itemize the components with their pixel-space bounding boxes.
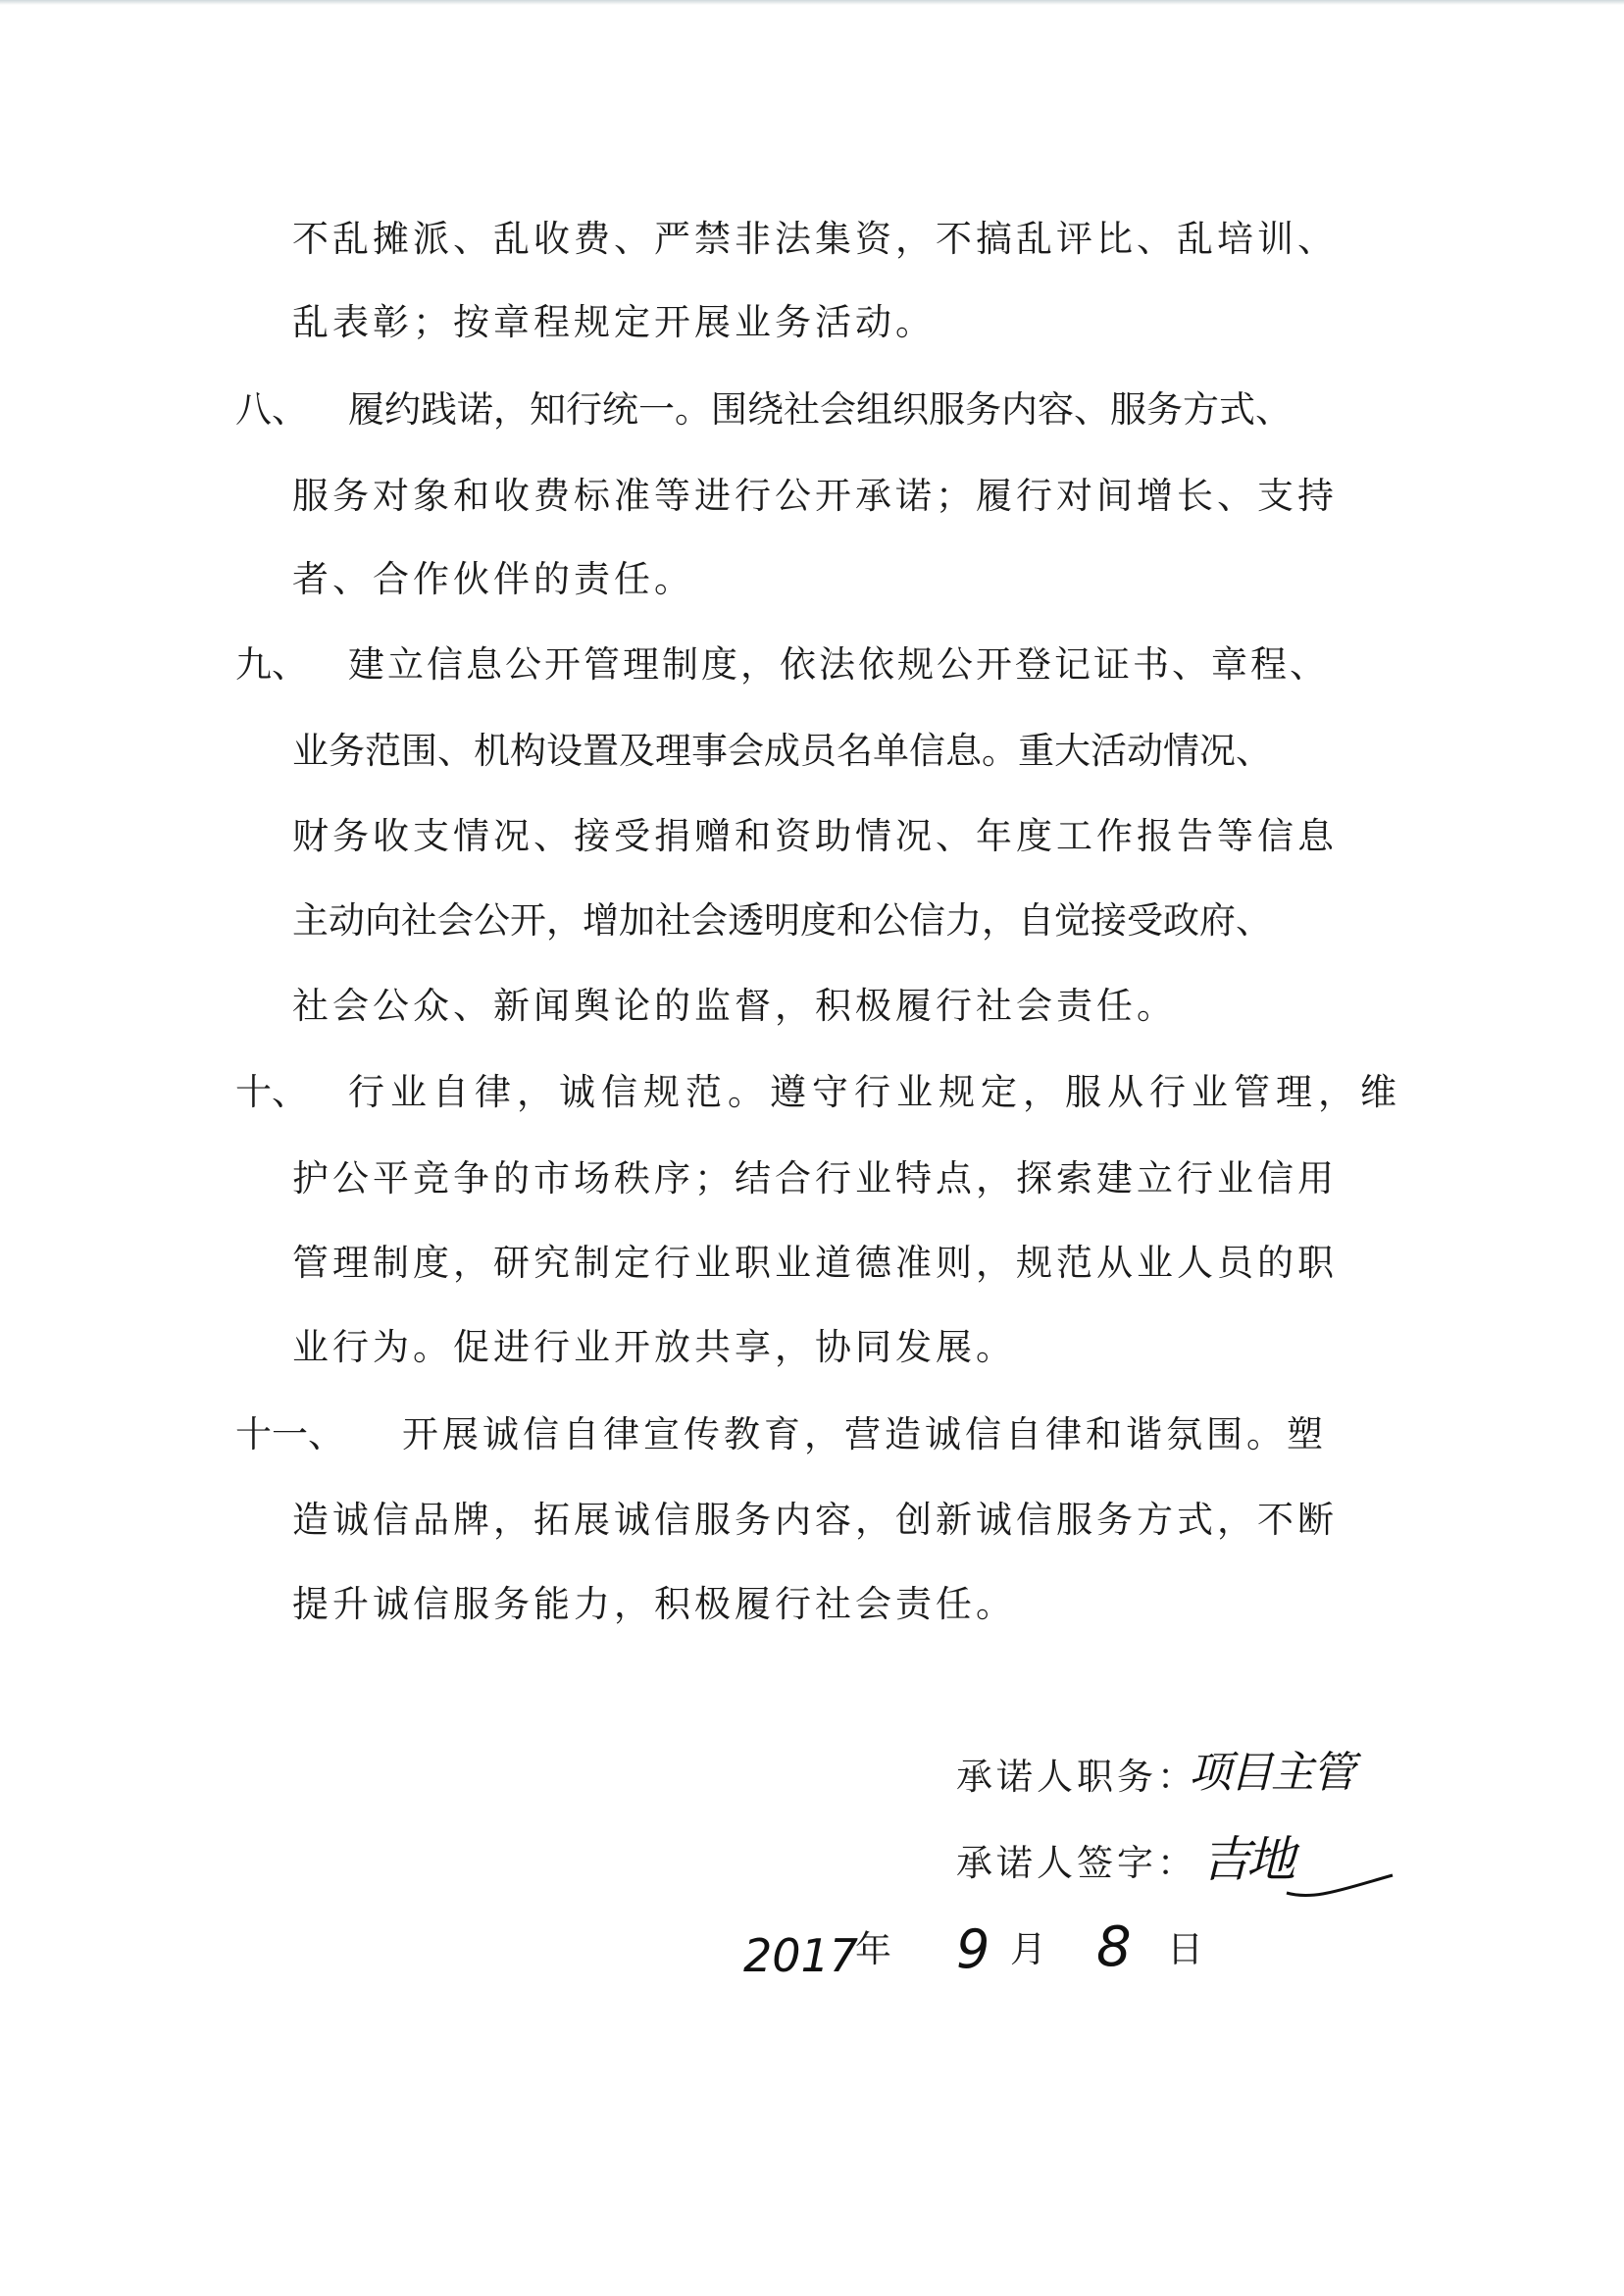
- date-month: 9: [956, 1918, 990, 1980]
- item-number-8: 八、: [235, 388, 308, 431]
- date-year: 2017: [743, 1929, 859, 1982]
- date-day: 8: [1096, 1915, 1132, 1979]
- scan-top-edge: [0, 0, 1624, 5]
- item-8-line-3: 者、合作伙伴的责任。: [292, 558, 694, 600]
- item-8-line-1: 履约践诺，知行统一。围绕社会组织服务内容、服务方式、: [348, 388, 1292, 431]
- item-11-line-1: 开展诚信自律宣传教育，营造诚信自律和谐氛围。塑: [402, 1413, 1327, 1455]
- continuation-line-2: 乱表彰；按章程规定开展业务活动。: [292, 301, 936, 343]
- signer-label: 承诺人签字：: [956, 1842, 1197, 1884]
- item-10-line-4: 业行为。促进行业开放共享，协同发展。: [292, 1326, 1016, 1368]
- item-number-11: 十一、: [235, 1413, 344, 1455]
- signer-handwritten-signature: 吉地: [1201, 1831, 1292, 1888]
- item-10-line-2: 护公平竞争的市场秩序；结合行业特点，探索建立行业信用: [292, 1157, 1338, 1199]
- position-label: 承诺人职务：: [956, 1756, 1197, 1798]
- signature-flourish: [1285, 1871, 1402, 1911]
- item-number-10: 十、: [235, 1071, 308, 1113]
- item-11-line-3: 提升诚信服务能力，积极履行社会责任。: [292, 1583, 1016, 1625]
- position-handwritten: 项目主管: [1189, 1748, 1353, 1798]
- item-9-line-5: 社会公众、新闻舆论的监督，积极履行社会责任。: [292, 985, 1177, 1027]
- item-8-line-2: 服务对象和收费标准等进行公开承诺；履行对间增长、支持: [292, 475, 1338, 517]
- date-day-unit: 日: [1167, 1928, 1203, 1970]
- item-number-9: 九、: [235, 643, 308, 686]
- continuation-line-1: 不乱摊派、乱收费、严禁非法集资，不搞乱评比、乱培训、: [292, 218, 1338, 260]
- item-10-line-1: 行业自律，诚信规范。遵守行业规定，服从行业管理，维: [348, 1071, 1402, 1113]
- item-9-line-3: 财务收支情况、接受捐赠和资助情况、年度工作报告等信息: [292, 815, 1338, 857]
- date-month-unit: 月: [1010, 1928, 1046, 1970]
- item-11-line-2: 造诚信品牌，拓展诚信服务内容，创新诚信服务方式，不断: [292, 1499, 1338, 1541]
- date-year-unit: 年: [855, 1928, 891, 1970]
- item-9-line-4: 主动向社会公开，增加社会透明度和公信力，自觉接受政府、: [292, 899, 1272, 942]
- item-9-line-1: 建立信息公开管理制度，依法依规公开登记证书、章程、: [348, 643, 1329, 686]
- item-10-line-3: 管理制度，研究制定行业职业道德准则，规范从业人员的职: [292, 1242, 1338, 1284]
- item-9-line-2: 业务范围、机构设置及理事会成员名单信息。重大活动情况、: [292, 730, 1272, 772]
